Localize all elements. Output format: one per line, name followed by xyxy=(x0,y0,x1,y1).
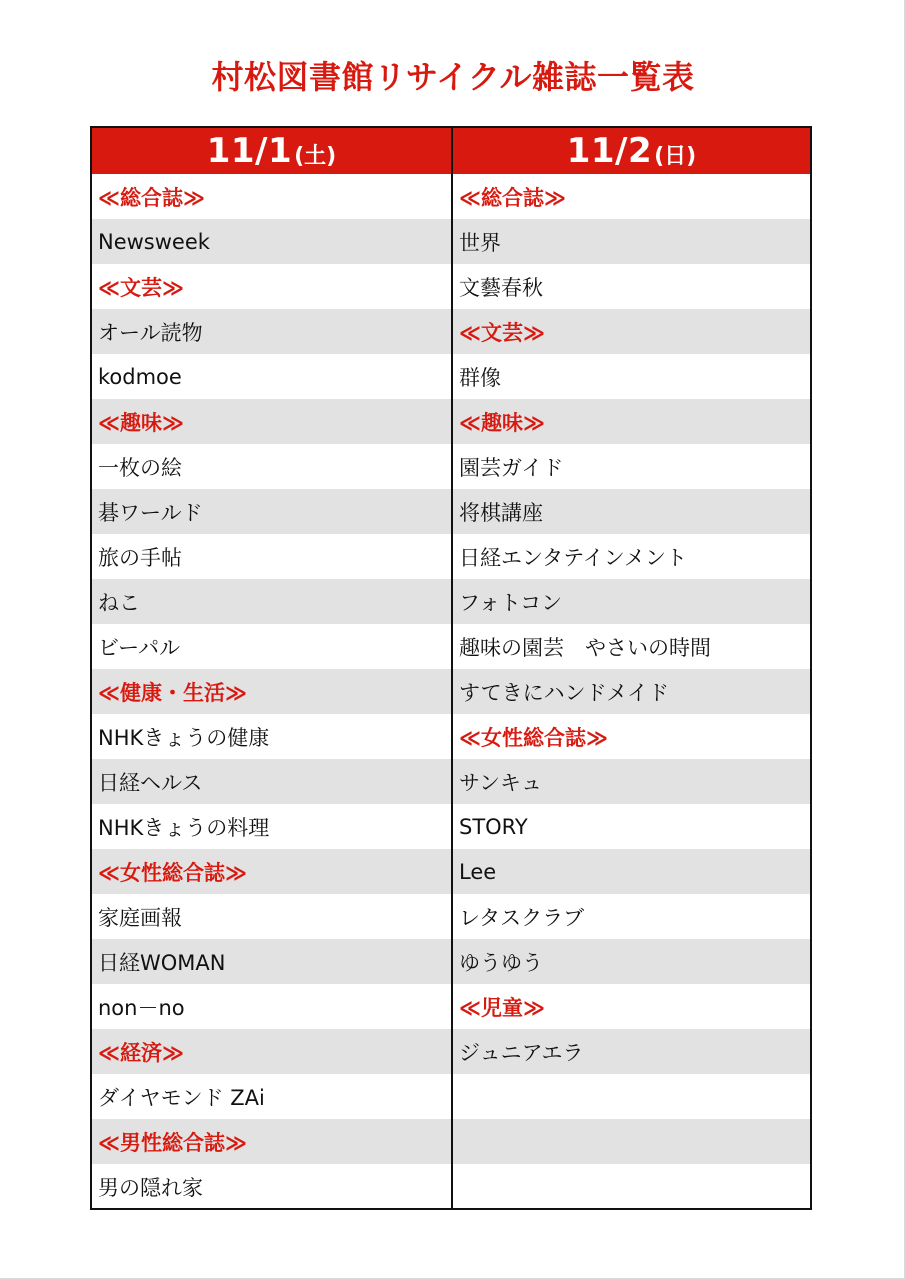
magazine-item: 日経WOMAN xyxy=(92,939,451,984)
empty-row xyxy=(453,1164,810,1209)
magazine-item: 趣味の園芸 やさいの時間 xyxy=(459,635,711,660)
category-heading: ≪女性総合誌≫ xyxy=(459,725,608,750)
magazine-item: 日経エンタテインメント xyxy=(459,545,688,570)
magazine-item: オール読物 xyxy=(92,309,451,354)
category-heading: ≪男性総合誌≫ xyxy=(92,1119,451,1164)
magazine-item: NHKきょうの健康 xyxy=(98,725,270,750)
magazine-item: ビーパル xyxy=(98,635,181,660)
column-date: 11/1 xyxy=(206,131,293,171)
category-heading: ≪文芸≫ xyxy=(98,275,184,300)
magazine-item: Newsweek xyxy=(92,219,451,264)
magazine-item: 家庭画報 xyxy=(98,905,182,930)
category-heading: ≪総合誌≫ xyxy=(98,185,205,210)
magazine-item: フォトコン xyxy=(453,579,810,624)
category-heading: ≪文芸≫ xyxy=(453,309,810,354)
category-heading: ≪児童≫ xyxy=(459,995,545,1020)
magazine-item: non－no xyxy=(98,995,185,1020)
magazine-table xyxy=(90,126,812,1210)
column-weekday: (日) xyxy=(654,143,697,169)
magazine-item: kodmoe xyxy=(98,364,182,389)
magazine-item: Lee xyxy=(453,849,810,894)
magazine-item: 日経ヘルス xyxy=(92,759,451,804)
magazine-item: 園芸ガイド xyxy=(459,455,564,480)
column-day-1 xyxy=(92,128,453,1208)
column-date: 11/2 xyxy=(566,131,653,171)
column-rows xyxy=(92,174,451,1209)
column-header-day-1 xyxy=(92,128,451,174)
magazine-item: 文藝春秋 xyxy=(459,275,543,300)
magazine-item: ダイヤモンド ZAi xyxy=(98,1085,265,1110)
magazine-item: 群像 xyxy=(459,365,501,390)
magazine-item: ジュニアエラ xyxy=(453,1029,810,1074)
category-heading: ≪趣味≫ xyxy=(453,399,810,444)
category-heading: ≪健康・生活≫ xyxy=(92,669,451,714)
magazine-item: 世界 xyxy=(453,219,810,264)
empty-row xyxy=(453,1119,810,1164)
column-day-2 xyxy=(453,128,810,1208)
magazine-item: STORY xyxy=(459,814,528,839)
magazine-item: ゆうゆう xyxy=(453,939,810,984)
category-heading: ≪女性総合誌≫ xyxy=(92,849,451,894)
magazine-item: 碁ワールド xyxy=(92,489,451,534)
category-heading: ≪趣味≫ xyxy=(92,399,451,444)
magazine-item: レタスクラブ xyxy=(459,905,585,930)
column-rows xyxy=(453,174,810,1209)
magazine-item: ねこ xyxy=(92,579,451,624)
magazine-item: 一枚の絵 xyxy=(98,455,182,480)
category-heading: ≪総合誌≫ xyxy=(459,185,566,210)
magazine-item: 将棋講座 xyxy=(453,489,810,534)
column-header-day-2 xyxy=(453,128,810,174)
magazine-item: 男の隠れ家 xyxy=(98,1175,203,1200)
magazine-item: 旅の手帖 xyxy=(98,545,182,570)
empty-row xyxy=(453,1074,810,1119)
magazine-item: サンキュ xyxy=(453,759,810,804)
magazine-item: すてきにハンドメイド xyxy=(453,669,810,714)
magazine-item: NHKきょうの料理 xyxy=(98,815,270,840)
category-heading: ≪経済≫ xyxy=(92,1029,451,1074)
page-title: 村松図書館リサイクル雑誌一覧表 xyxy=(211,58,695,96)
column-weekday: (土) xyxy=(294,143,337,169)
